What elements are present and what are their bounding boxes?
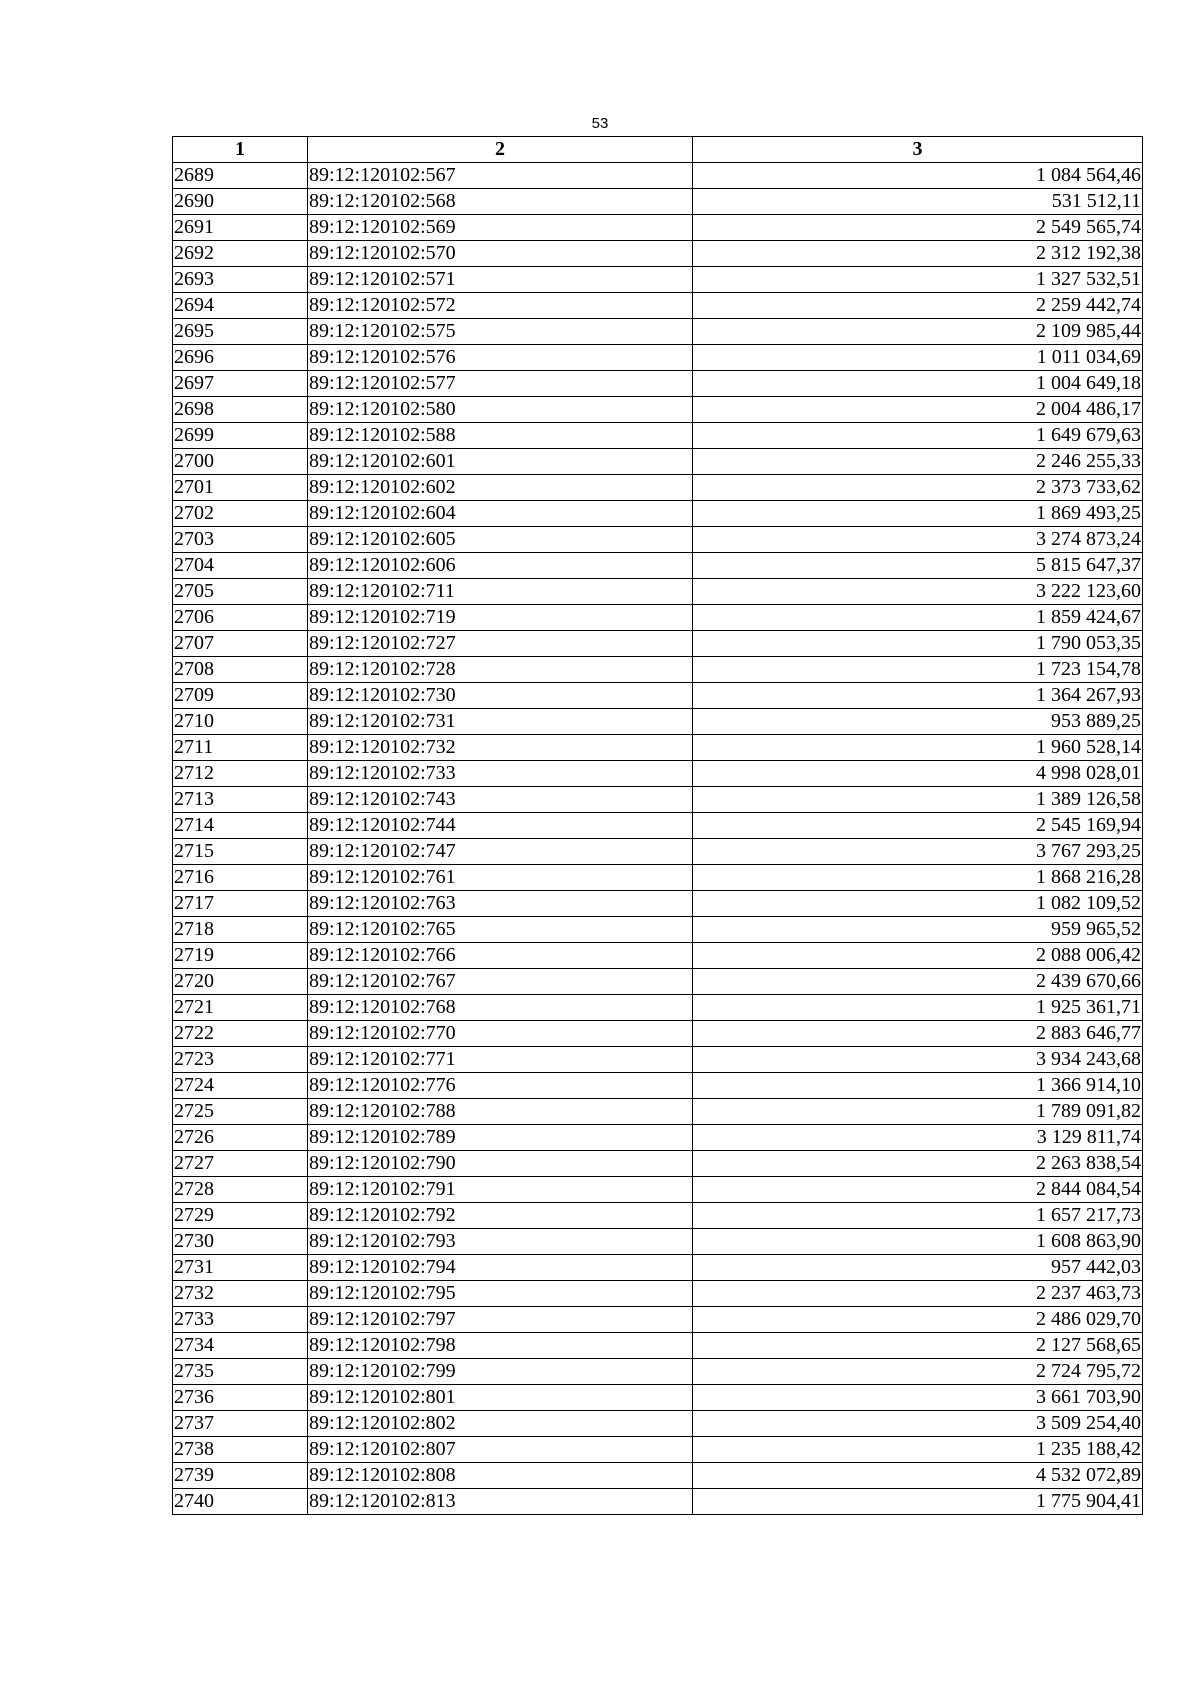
table-row <box>173 1099 1143 1125</box>
table-row <box>173 683 1143 709</box>
table-row <box>173 397 1143 423</box>
table-row <box>173 1073 1143 1099</box>
cadastral-number-cell: 89:12:120102:765 <box>308 917 693 943</box>
table-row <box>173 527 1143 553</box>
table-header-row <box>173 137 1143 163</box>
table-row <box>173 761 1143 787</box>
value-cell: 2 246 255,33 <box>693 449 1143 475</box>
value-cell: 531 512,11 <box>693 189 1143 215</box>
cadastral-number-cell: 89:12:120102:606 <box>308 553 693 579</box>
row-number-cell: 2724 <box>173 1073 308 1099</box>
value-cell: 3 274 873,24 <box>693 527 1143 553</box>
table-row <box>173 1385 1143 1411</box>
value-cell: 1 084 564,46 <box>693 163 1143 189</box>
cadastral-number-cell: 89:12:120102:730 <box>308 683 693 709</box>
cadastral-number-cell: 89:12:120102:572 <box>308 293 693 319</box>
cadastral-number-cell: 89:12:120102:776 <box>308 1073 693 1099</box>
row-number-cell: 2699 <box>173 423 308 449</box>
value-cell: 2 486 029,70 <box>693 1307 1143 1333</box>
cadastral-number-cell: 89:12:120102:768 <box>308 995 693 1021</box>
value-cell: 1 608 863,90 <box>693 1229 1143 1255</box>
row-number-cell: 2728 <box>173 1177 308 1203</box>
table-body <box>173 163 1143 1515</box>
cadastral-number-cell: 89:12:120102:791 <box>308 1177 693 1203</box>
row-number-cell: 2694 <box>173 293 308 319</box>
cadastral-number-cell: 89:12:120102:766 <box>308 943 693 969</box>
value-cell: 1 925 361,71 <box>693 995 1143 1021</box>
table-row <box>173 631 1143 657</box>
value-cell: 3 509 254,40 <box>693 1411 1143 1437</box>
table-row <box>173 241 1143 267</box>
row-number-cell: 2735 <box>173 1359 308 1385</box>
value-cell: 1 723 154,78 <box>693 657 1143 683</box>
row-number-cell: 2697 <box>173 371 308 397</box>
value-cell: 2 724 795,72 <box>693 1359 1143 1385</box>
table-row <box>173 293 1143 319</box>
table-row <box>173 1177 1143 1203</box>
row-number-cell: 2690 <box>173 189 308 215</box>
value-cell: 1 366 914,10 <box>693 1073 1143 1099</box>
cadastral-number-cell: 89:12:120102:788 <box>308 1099 693 1125</box>
value-cell: 2 259 442,74 <box>693 293 1143 319</box>
table-row <box>173 475 1143 501</box>
column-header-2: 2 <box>308 137 693 163</box>
row-number-cell: 2713 <box>173 787 308 813</box>
table-row <box>173 1021 1143 1047</box>
row-number-cell: 2696 <box>173 345 308 371</box>
value-cell: 2 844 084,54 <box>693 1177 1143 1203</box>
cadastral-number-cell: 89:12:120102:808 <box>308 1463 693 1489</box>
value-cell: 5 815 647,37 <box>693 553 1143 579</box>
row-number-cell: 2703 <box>173 527 308 553</box>
table-row <box>173 1281 1143 1307</box>
value-cell: 2 088 006,42 <box>693 943 1143 969</box>
cadastral-number-cell: 89:12:120102:771 <box>308 1047 693 1073</box>
table-row <box>173 657 1143 683</box>
value-cell: 2 263 838,54 <box>693 1151 1143 1177</box>
value-cell: 1 869 493,25 <box>693 501 1143 527</box>
row-number-cell: 2712 <box>173 761 308 787</box>
table-row <box>173 267 1143 293</box>
value-cell: 2 373 733,62 <box>693 475 1143 501</box>
table-row <box>173 163 1143 189</box>
cadastral-number-cell: 89:12:120102:790 <box>308 1151 693 1177</box>
table-row <box>173 839 1143 865</box>
value-cell: 3 222 123,60 <box>693 579 1143 605</box>
row-number-cell: 2720 <box>173 969 308 995</box>
value-cell: 4 532 072,89 <box>693 1463 1143 1489</box>
value-cell: 2 439 670,66 <box>693 969 1143 995</box>
cadastral-number-cell: 89:12:120102:604 <box>308 501 693 527</box>
table-row <box>173 787 1143 813</box>
value-cell: 1 011 034,69 <box>693 345 1143 371</box>
cadastral-number-cell: 89:12:120102:567 <box>308 163 693 189</box>
cadastral-number-cell: 89:12:120102:794 <box>308 1255 693 1281</box>
cadastral-number-cell: 89:12:120102:792 <box>308 1203 693 1229</box>
row-number-cell: 2732 <box>173 1281 308 1307</box>
page-number: 53 <box>591 115 609 132</box>
cadastral-number-cell: 89:12:120102:801 <box>308 1385 693 1411</box>
row-number-cell: 2706 <box>173 605 308 631</box>
cadastral-number-cell: 89:12:120102:577 <box>308 371 693 397</box>
value-cell: 957 442,03 <box>693 1255 1143 1281</box>
value-cell: 2 545 169,94 <box>693 813 1143 839</box>
cadastral-number-cell: 89:12:120102:813 <box>308 1489 693 1515</box>
row-number-cell: 2717 <box>173 891 308 917</box>
cadastral-number-cell: 89:12:120102:807 <box>308 1437 693 1463</box>
value-cell: 3 661 703,90 <box>693 1385 1143 1411</box>
value-cell: 1 082 109,52 <box>693 891 1143 917</box>
value-cell: 1 859 424,67 <box>693 605 1143 631</box>
row-number-cell: 2704 <box>173 553 308 579</box>
table-row <box>173 1437 1143 1463</box>
cadastral-number-cell: 89:12:120102:576 <box>308 345 693 371</box>
table-row <box>173 1333 1143 1359</box>
value-cell: 3 934 243,68 <box>693 1047 1143 1073</box>
row-number-cell: 2726 <box>173 1125 308 1151</box>
row-number-cell: 2737 <box>173 1411 308 1437</box>
value-cell: 1 235 188,42 <box>693 1437 1143 1463</box>
table-row <box>173 1125 1143 1151</box>
row-number-cell: 2707 <box>173 631 308 657</box>
table-row <box>173 1411 1143 1437</box>
table-row <box>173 1489 1143 1515</box>
row-number-cell: 2740 <box>173 1489 308 1515</box>
table-row <box>173 1359 1143 1385</box>
cadastral-number-cell: 89:12:120102:719 <box>308 605 693 631</box>
cadastral-number-cell: 89:12:120102:571 <box>308 267 693 293</box>
value-cell: 1 868 216,28 <box>693 865 1143 891</box>
table-row <box>173 969 1143 995</box>
value-cell: 959 965,52 <box>693 917 1143 943</box>
cadastral-number-cell: 89:12:120102:580 <box>308 397 693 423</box>
cadastral-number-cell: 89:12:120102:570 <box>308 241 693 267</box>
row-number-cell: 2723 <box>173 1047 308 1073</box>
row-number-cell: 2711 <box>173 735 308 761</box>
table-row <box>173 943 1143 969</box>
table-row <box>173 865 1143 891</box>
value-cell: 2 883 646,77 <box>693 1021 1143 1047</box>
row-number-cell: 2701 <box>173 475 308 501</box>
row-number-cell: 2715 <box>173 839 308 865</box>
value-cell: 1 790 053,35 <box>693 631 1143 657</box>
value-cell: 2 237 463,73 <box>693 1281 1143 1307</box>
row-number-cell: 2725 <box>173 1099 308 1125</box>
value-cell: 2 549 565,74 <box>693 215 1143 241</box>
table-row <box>173 1047 1143 1073</box>
table-row <box>173 1229 1143 1255</box>
cadastral-number-cell: 89:12:120102:763 <box>308 891 693 917</box>
row-number-cell: 2729 <box>173 1203 308 1229</box>
row-number-cell: 2698 <box>173 397 308 423</box>
cadastral-number-cell: 89:12:120102:761 <box>308 865 693 891</box>
table-row <box>173 579 1143 605</box>
cadastral-number-cell: 89:12:120102:789 <box>308 1125 693 1151</box>
row-number-cell: 2710 <box>173 709 308 735</box>
row-number-cell: 2733 <box>173 1307 308 1333</box>
table-row <box>173 553 1143 579</box>
cadastral-number-cell: 89:12:120102:731 <box>308 709 693 735</box>
cadastral-number-cell: 89:12:120102:744 <box>308 813 693 839</box>
table-row <box>173 1255 1143 1281</box>
table-row <box>173 735 1143 761</box>
row-number-cell: 2691 <box>173 215 308 241</box>
value-cell: 1 364 267,93 <box>693 683 1143 709</box>
table-row <box>173 1151 1143 1177</box>
table-row <box>173 423 1143 449</box>
value-cell: 953 889,25 <box>693 709 1143 735</box>
column-header-1: 1 <box>173 137 308 163</box>
row-number-cell: 2718 <box>173 917 308 943</box>
cadastral-number-cell: 89:12:120102:605 <box>308 527 693 553</box>
cadastral-number-cell: 89:12:120102:802 <box>308 1411 693 1437</box>
row-number-cell: 2721 <box>173 995 308 1021</box>
value-cell: 2 127 568,65 <box>693 1333 1143 1359</box>
cadastral-number-cell: 89:12:120102:743 <box>308 787 693 813</box>
row-number-cell: 2705 <box>173 579 308 605</box>
row-number-cell: 2689 <box>173 163 308 189</box>
table-row <box>173 1463 1143 1489</box>
column-header-3: 3 <box>693 137 1143 163</box>
cadastral-number-cell: 89:12:120102:602 <box>308 475 693 501</box>
row-number-cell: 2708 <box>173 657 308 683</box>
table-row <box>173 501 1143 527</box>
table-row <box>173 215 1143 241</box>
value-cell: 2 109 985,44 <box>693 319 1143 345</box>
row-number-cell: 2709 <box>173 683 308 709</box>
row-number-cell: 2734 <box>173 1333 308 1359</box>
cadastral-number-cell: 89:12:120102:795 <box>308 1281 693 1307</box>
table-row <box>173 449 1143 475</box>
cadastral-number-cell: 89:12:120102:601 <box>308 449 693 475</box>
cadastral-number-cell: 89:12:120102:588 <box>308 423 693 449</box>
cadastral-number-cell: 89:12:120102:732 <box>308 735 693 761</box>
cadastral-number-cell: 89:12:120102:767 <box>308 969 693 995</box>
row-number-cell: 2738 <box>173 1437 308 1463</box>
row-number-cell: 2716 <box>173 865 308 891</box>
value-cell: 3 767 293,25 <box>693 839 1143 865</box>
table-row <box>173 1203 1143 1229</box>
table-row <box>173 371 1143 397</box>
cadastral-number-cell: 89:12:120102:733 <box>308 761 693 787</box>
row-number-cell: 2714 <box>173 813 308 839</box>
value-cell: 1 327 532,51 <box>693 267 1143 293</box>
table-row <box>173 1307 1143 1333</box>
value-cell: 2 004 486,17 <box>693 397 1143 423</box>
table-row <box>173 319 1143 345</box>
row-number-cell: 2730 <box>173 1229 308 1255</box>
cadastral-number-cell: 89:12:120102:799 <box>308 1359 693 1385</box>
cadastral-number-cell: 89:12:120102:711 <box>308 579 693 605</box>
value-cell: 1 004 649,18 <box>693 371 1143 397</box>
table-row <box>173 189 1143 215</box>
value-cell: 3 129 811,74 <box>693 1125 1143 1151</box>
cadastral-number-cell: 89:12:120102:575 <box>308 319 693 345</box>
row-number-cell: 2695 <box>173 319 308 345</box>
table-row <box>173 605 1143 631</box>
table-row <box>173 345 1143 371</box>
table-row <box>173 813 1143 839</box>
row-number-cell: 2719 <box>173 943 308 969</box>
table-row <box>173 891 1143 917</box>
value-cell: 4 998 028,01 <box>693 761 1143 787</box>
cadastral-number-cell: 89:12:120102:793 <box>308 1229 693 1255</box>
cadastral-number-cell: 89:12:120102:728 <box>308 657 693 683</box>
row-number-cell: 2731 <box>173 1255 308 1281</box>
row-number-cell: 2739 <box>173 1463 308 1489</box>
table-row <box>173 709 1143 735</box>
row-number-cell: 2700 <box>173 449 308 475</box>
value-cell: 1 960 528,14 <box>693 735 1143 761</box>
cadastral-number-cell: 89:12:120102:747 <box>308 839 693 865</box>
cadastral-number-cell: 89:12:120102:770 <box>308 1021 693 1047</box>
table-row <box>173 995 1143 1021</box>
row-number-cell: 2702 <box>173 501 308 527</box>
value-cell: 1 389 126,58 <box>693 787 1143 813</box>
value-cell: 2 312 192,38 <box>693 241 1143 267</box>
value-cell: 1 649 679,63 <box>693 423 1143 449</box>
cadastral-number-cell: 89:12:120102:798 <box>308 1333 693 1359</box>
cadastral-number-cell: 89:12:120102:568 <box>308 189 693 215</box>
row-number-cell: 2736 <box>173 1385 308 1411</box>
row-number-cell: 2692 <box>173 241 308 267</box>
cadastral-number-cell: 89:12:120102:727 <box>308 631 693 657</box>
value-cell: 1 657 217,73 <box>693 1203 1143 1229</box>
table-row <box>173 917 1143 943</box>
row-number-cell: 2693 <box>173 267 308 293</box>
data-table <box>172 136 1143 1515</box>
row-number-cell: 2722 <box>173 1021 308 1047</box>
cadastral-number-cell: 89:12:120102:569 <box>308 215 693 241</box>
cadastral-number-cell: 89:12:120102:797 <box>308 1307 693 1333</box>
value-cell: 1 775 904,41 <box>693 1489 1143 1515</box>
row-number-cell: 2727 <box>173 1151 308 1177</box>
value-cell: 1 789 091,82 <box>693 1099 1143 1125</box>
